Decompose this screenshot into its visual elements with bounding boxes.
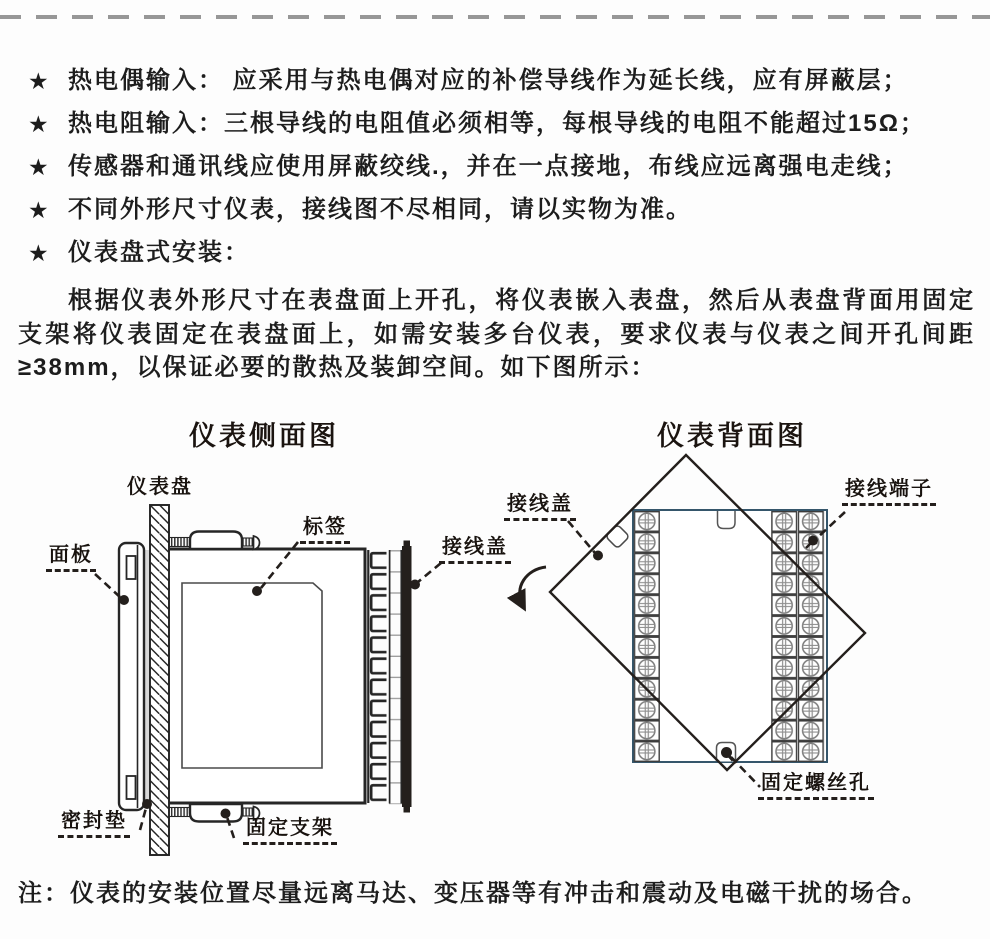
rotate-arrow-icon — [520, 567, 546, 606]
star-icon: ★ — [28, 240, 49, 266]
star-icon: ★ — [28, 68, 49, 94]
terminal-column-mid — [771, 511, 797, 762]
terminal-cover-bar — [402, 541, 412, 813]
label-front-panel: 面板 — [46, 544, 96, 572]
bullet-item — [28, 238, 978, 268]
label-terminals: 接线端子 — [842, 478, 936, 506]
star-icon: ★ — [28, 197, 49, 223]
bullet-item — [28, 109, 978, 139]
label-tag: 标签 — [300, 516, 350, 544]
side-view-drawing — [95, 505, 441, 855]
label-terminal-cover-side: 接线盖 — [439, 536, 511, 564]
bullet-text: 热电阻输入：三根导线的电阻值必须相等，每根导线的电阻不能超过15Ω； — [68, 110, 926, 137]
bullet-item — [28, 66, 978, 96]
side-view-title: 仪表侧面图 — [189, 421, 339, 451]
terminal-column-right — [798, 511, 825, 762]
star-icon: ★ — [28, 111, 49, 137]
dashed-divider — [0, 15, 990, 19]
bullet-text: 传感器和通讯线应使用屏蔽绞线.，并在一点接地，布线应远离强电走线； — [68, 153, 909, 180]
installation-note: 注：仪表的安装位置尽量远离马达、变压器等有冲击和震动及电磁干扰的场合。 — [18, 880, 928, 907]
label-bracket: 固定支架 — [243, 817, 337, 845]
bullet-text: 不同外形尺寸仪表，接线图不尽相同，请以实物为准。 — [68, 196, 692, 223]
back-view-title: 仪表背面图 — [657, 421, 807, 451]
install-paragraph: 根据仪表外形尺寸在表盘面上开孔，将仪表嵌入表盘，然后从表盘背面用固定支架将仪表固定在表盘面上，如需安装多台仪表，要求仪表与仪表之间开孔间距≥38mm，以保证必要的散热及装卸空间。如下图所示： — [18, 287, 975, 381]
bullet-text: 仪表盘式安装： — [68, 239, 250, 266]
label-terminal-cover-back: 接线盖 — [504, 493, 576, 521]
terminal-column-left — [634, 511, 660, 762]
label-panel-board: 仪表盘 — [127, 476, 193, 498]
bullet-item — [28, 152, 978, 182]
label-gasket: 密封垫 — [58, 810, 130, 838]
panel-board-hatch — [150, 505, 169, 855]
bullet-text: 热电偶输入： 应采用与热电偶对应的补偿导线作为延长线，应有屏蔽层； — [68, 67, 909, 94]
star-icon: ★ — [28, 154, 49, 180]
bullet-item — [28, 195, 978, 225]
label-screw-hole: 固定螺丝孔 — [758, 772, 874, 800]
